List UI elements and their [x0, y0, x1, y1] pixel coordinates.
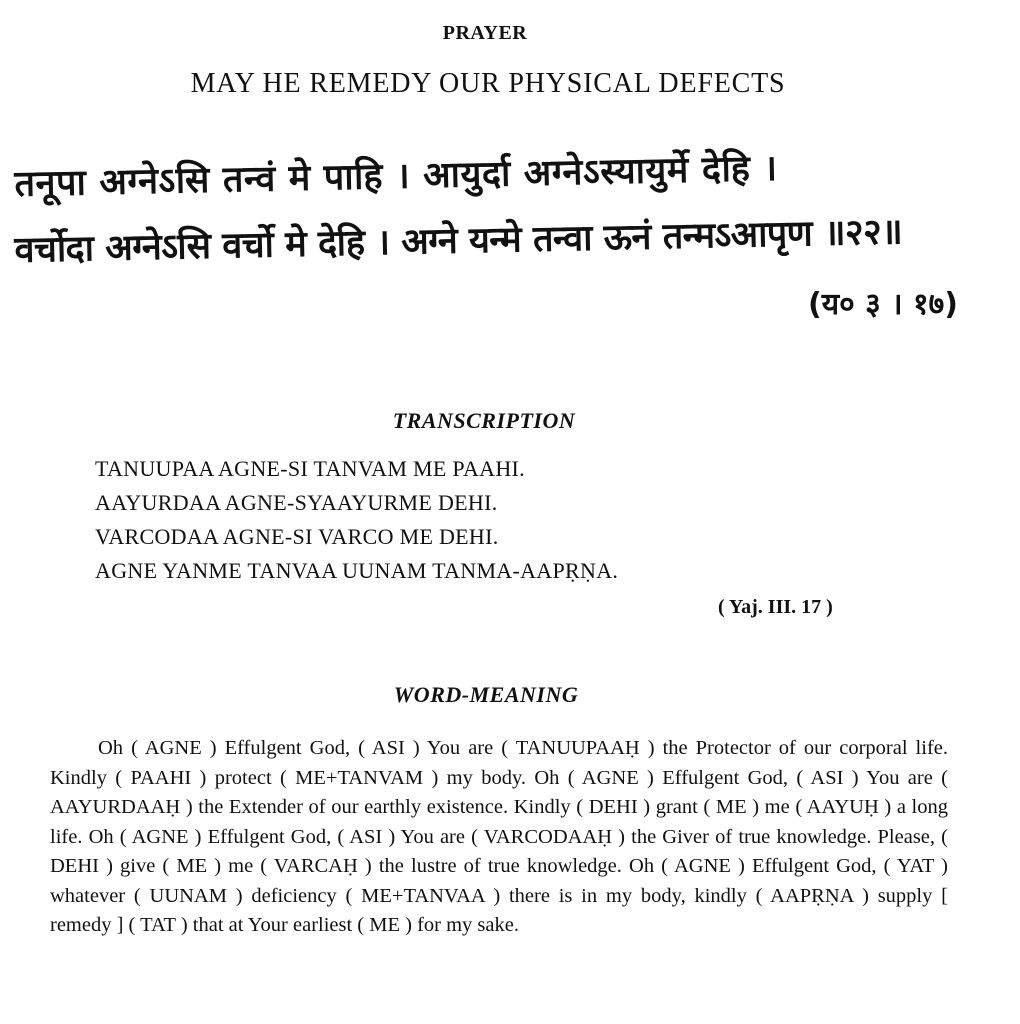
- word-meaning-title: WORD-MEANING: [393, 682, 579, 707]
- transcription-title: TRANSCRIPTION: [392, 408, 576, 433]
- transcription-line: TANUUPAA AGNE-SI TANVAM ME PAAHI.: [95, 456, 525, 481]
- transcription-line: AAYURDAA AGNE-SYAAYURME DEHI.: [95, 490, 498, 515]
- transcription-line: AGNE YANME TANVAA UUNAM TANMA-AAPṚṆA.: [95, 558, 619, 583]
- word-meaning-paragraph: Oh ( AGNE ) Effulgent God, ( ASI ) You are ( TANUUPAAḤ ) the Protector of our corporal life. Kindly ( PAAHI ) protect ( ME+TANVAM ) my body. Oh ( AGNE ) Effulgent God, ( ASI ) You are ( AAYURDAAḤ ) the Extender of our earthly existence. Kindly ( DEHI ) grant ( ME ) me ( AAYUḤ ) a long life. Oh ( AGNE ) Effulgent God, ( ASI ) You are ( VARCODAAḤ ) the Giver of true knowledge. Please, ( DEHI ) give ( ME ) me ( VARCAḤ ) the lustre of true knowledge. Oh ( AGNE ) Effulgent God, ( YAT ) whatever ( UUNAM ) deficiency ( ME+TANVAA ) there is in my body, kindly ( AAPṚṆA ) supply [ remedy ] ( TAT ) that at Your earliest ( ME ) for my sake.: [50, 737, 948, 936]
- sanskrit-verse-line-2: वर्चोदा अग्नेऽसि वर्चो मे देहि । अग्ने यन्मे तन्वा ऊनं तन्मऽआपृण ॥२२॥: [14, 211, 903, 271]
- transcription-line: VARCODAA AGNE-SI VARCO ME DEHI.: [95, 524, 499, 549]
- prayer-label: PRAYER: [442, 22, 528, 44]
- sanskrit-verse-line-1: तनूपा अग्नेऽसि तन्वं मे पाहि । आयुर्दा अग्नेऽस्यायुर्मे देहि ।: [14, 148, 778, 205]
- sanskrit-reference: (य० ३ । १७): [808, 287, 958, 322]
- transcription-block: [95, 452, 618, 588]
- page-title: MAY HE REMEDY OUR PHYSICAL DEFECTS: [190, 68, 786, 99]
- transcription-reference: ( Yaj. III. 17 ): [718, 596, 833, 618]
